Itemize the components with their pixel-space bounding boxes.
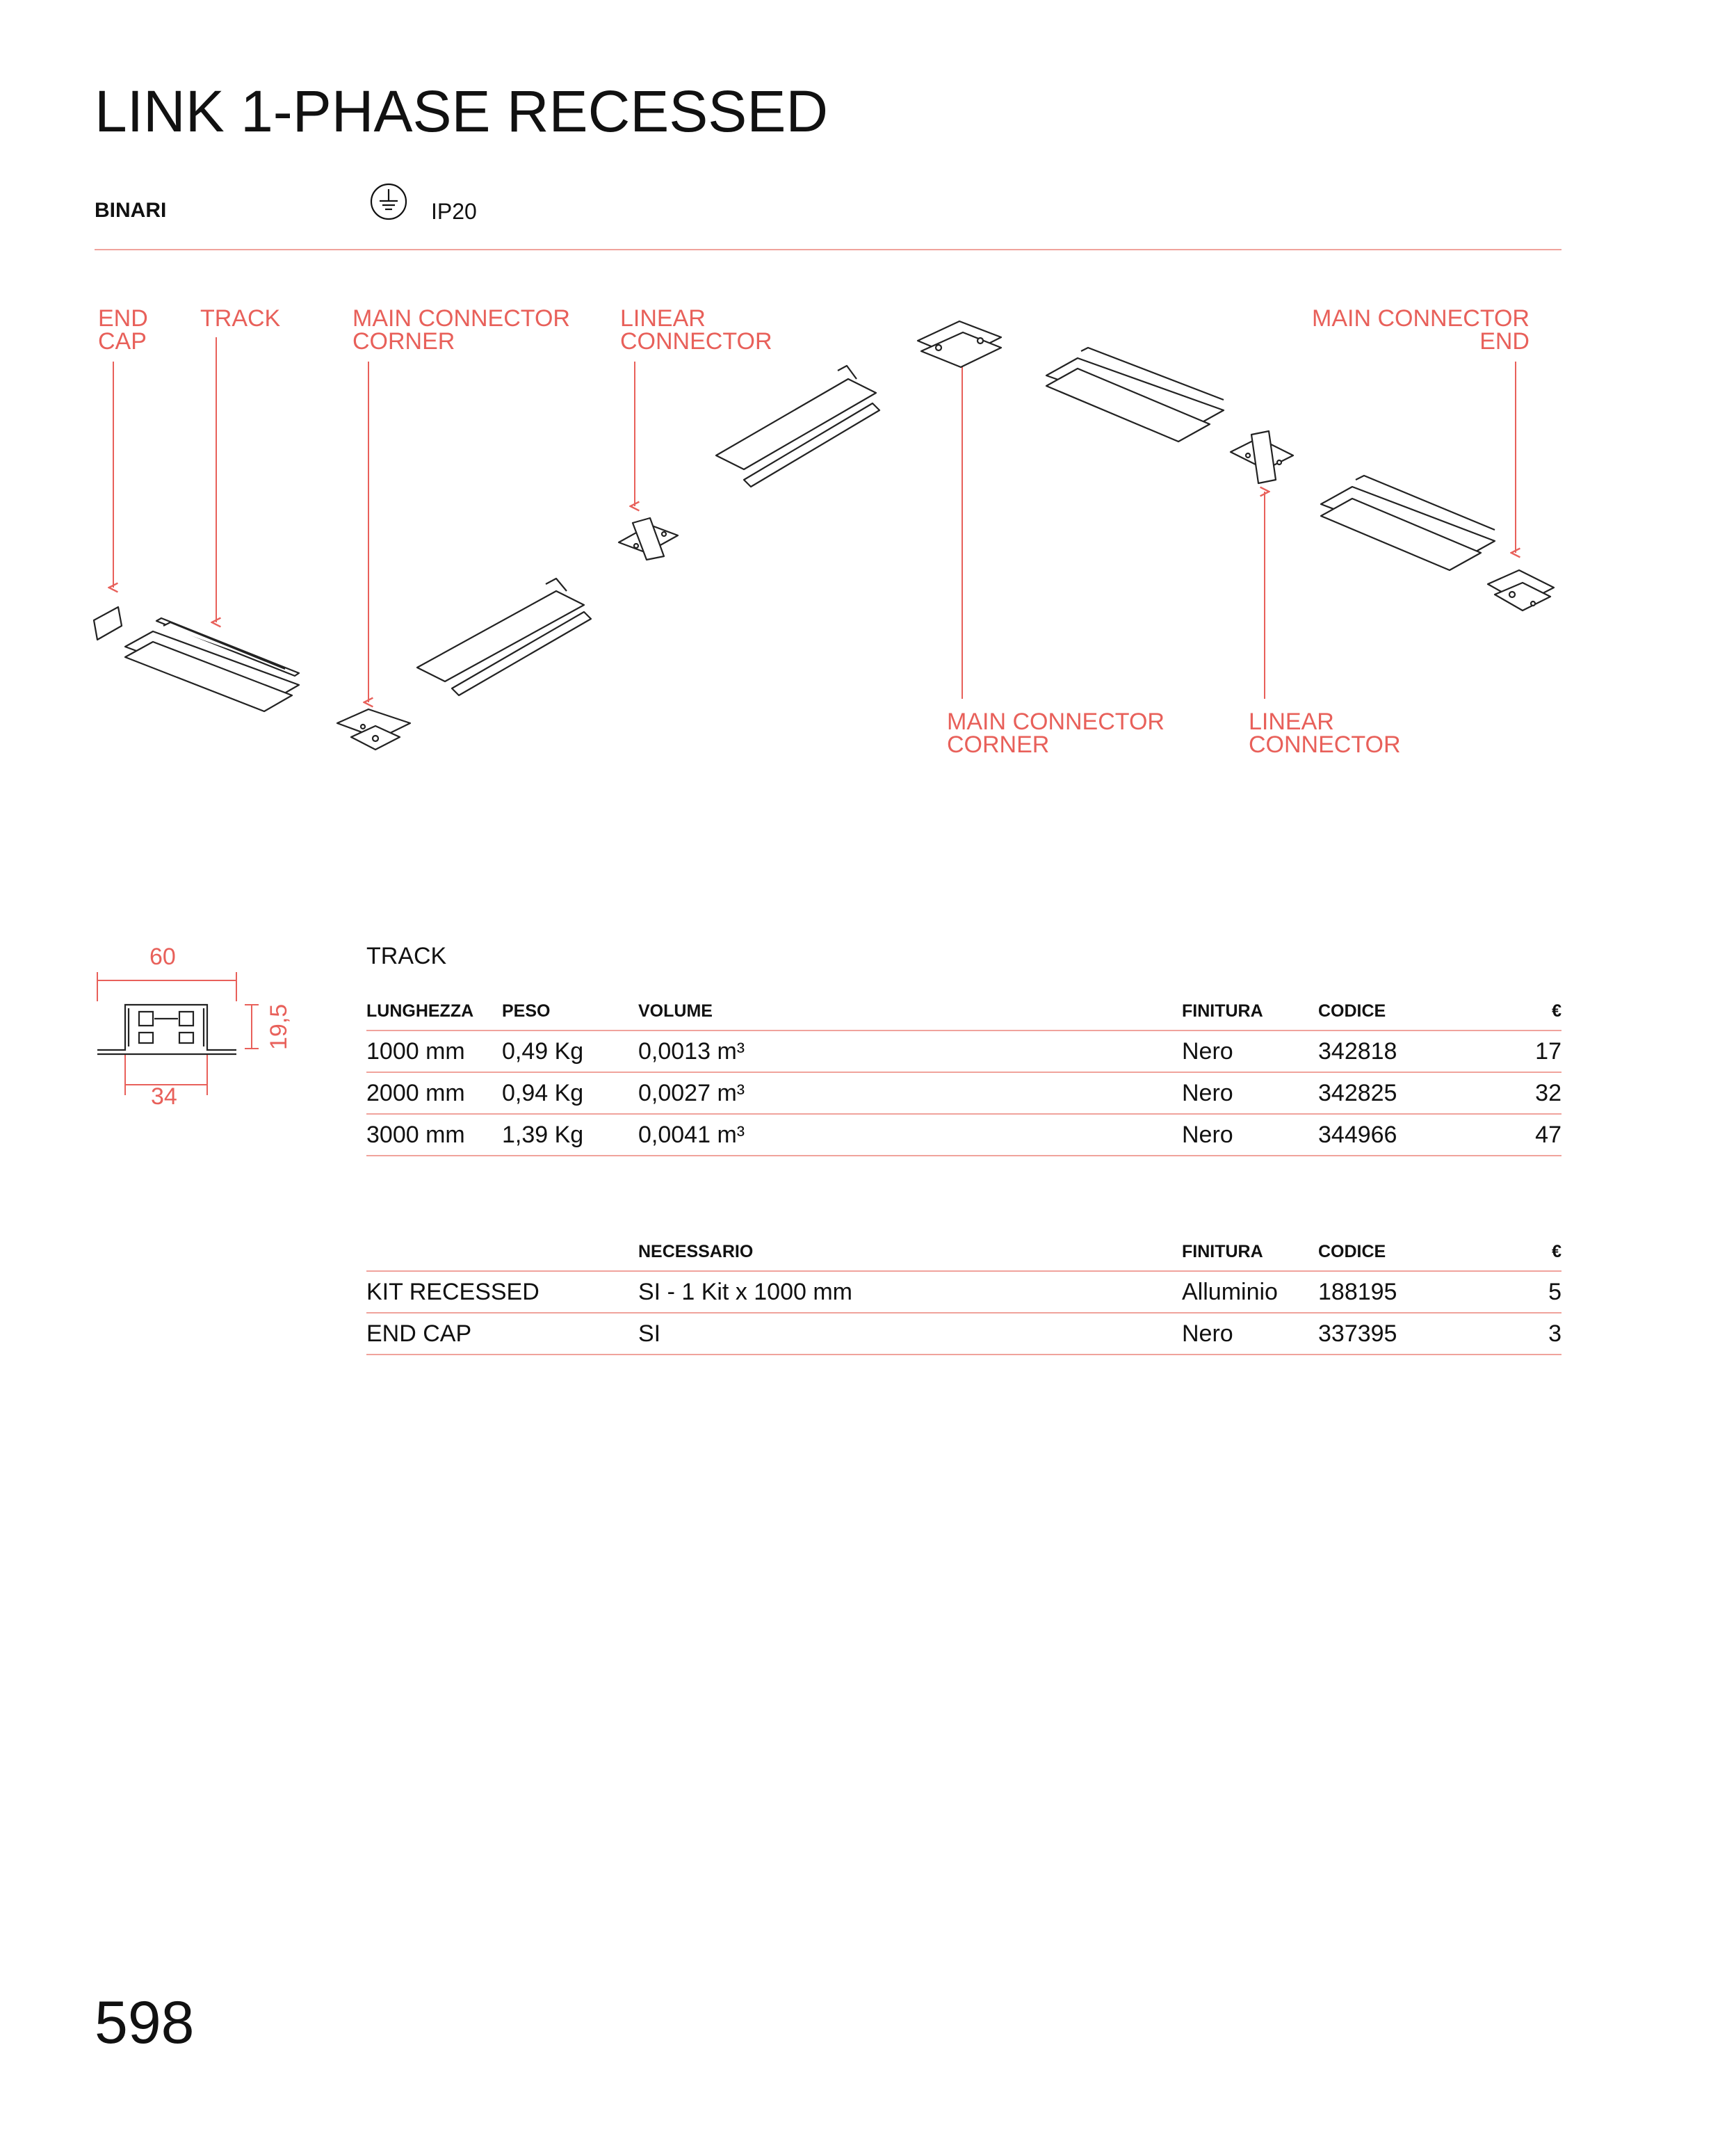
cell-required: SI [638, 1313, 1182, 1355]
cell-code: 188195 [1318, 1271, 1457, 1313]
label-linear-connector-1: LINEAR CONNECTOR [620, 305, 772, 355]
page-title: LINK 1-PHASE RECESSED [95, 79, 829, 144]
col-price: € [1552, 1001, 1561, 1021]
cell-item: END CAP [366, 1313, 638, 1355]
cell-volume: 0,0013 m³ [638, 1030, 1182, 1072]
cell-finish: Nero [1182, 1030, 1318, 1072]
col-codice: CODICE [1318, 1001, 1386, 1021]
cell-finish: Nero [1182, 1313, 1318, 1355]
cell-price: 32 [1457, 1072, 1561, 1114]
cell-price: 17 [1457, 1030, 1561, 1072]
cell-weight: 0,49 Kg [502, 1030, 638, 1072]
accessory-table [366, 1231, 1561, 1355]
col-lunghezza: LUNGHEZZA [366, 1001, 474, 1021]
dim-inner: 34 [151, 1083, 177, 1110]
part-linear-connector-1 [619, 518, 678, 560]
track-table-header [366, 990, 1561, 1030]
table-row [366, 1072, 1561, 1114]
cell-required: SI - 1 Kit x 1000 mm [638, 1271, 1182, 1313]
col-codice: CODICE [1318, 1242, 1386, 1261]
table-row [366, 1030, 1561, 1072]
ground-symbol-icon [369, 182, 408, 221]
cell-code: 337395 [1318, 1313, 1457, 1355]
dim-height: 19,5 [266, 1003, 292, 1050]
part-main-connector-end [1488, 570, 1554, 611]
col-peso: PESO [502, 1001, 551, 1021]
cell-price: 5 [1457, 1271, 1561, 1313]
cell-length: 1000 mm [366, 1030, 502, 1072]
cell-volume: 0,0041 m³ [638, 1114, 1182, 1156]
col-finitura: FINITURA [1182, 1242, 1263, 1261]
part-corner-connector-1 [337, 709, 410, 750]
label-main-connector-corner-1: MAIN CONNECTOR CORNER [352, 305, 570, 355]
label-main-connector-end: MAIN CONNECTOR END [1312, 305, 1530, 355]
exploded-diagram [0, 278, 1736, 807]
part-corner-connector-2 [918, 321, 1001, 367]
cell-finish: Nero [1182, 1072, 1318, 1114]
ip-rating: IP20 [431, 199, 477, 224]
label-main-connector-corner-2: MAIN CONNECTOR CORNER [947, 709, 1165, 758]
table-row [366, 1114, 1561, 1156]
cell-volume: 0,0027 m³ [638, 1072, 1182, 1114]
cell-code: 342825 [1318, 1072, 1457, 1114]
label-track: TRACK [200, 305, 281, 332]
cell-length: 3000 mm [366, 1114, 502, 1156]
track-table [366, 990, 1561, 1156]
cell-code: 344966 [1318, 1114, 1457, 1156]
table-row [366, 1313, 1561, 1355]
table-row [366, 1271, 1561, 1313]
col-finitura: FINITURA [1182, 1001, 1263, 1021]
cell-item: KIT RECESSED [366, 1271, 638, 1313]
header-divider [95, 249, 1561, 250]
label-end-cap: END CAP [98, 305, 148, 355]
cell-weight: 0,94 Kg [502, 1072, 638, 1114]
col-item [366, 1231, 638, 1271]
part-track-3 [716, 366, 879, 487]
col-necessario: NECESSARIO [638, 1242, 754, 1261]
cell-price: 3 [1457, 1313, 1561, 1355]
part-track-5 [1321, 476, 1495, 570]
label-linear-connector-2: LINEAR CONNECTOR [1249, 709, 1401, 758]
page-number: 598 [95, 1989, 195, 2056]
part-track-4 [1046, 348, 1224, 442]
cell-length: 2000 mm [366, 1072, 502, 1114]
part-linear-connector-2 [1231, 431, 1293, 483]
track-table-title: TRACK [366, 943, 447, 969]
part-track-2 [417, 579, 591, 695]
profile-outline [97, 1005, 236, 1054]
dim-width: 60 [149, 944, 176, 970]
part-track-1 [125, 618, 299, 711]
cell-weight: 1,39 Kg [502, 1114, 638, 1156]
category-label: BINARI [95, 199, 167, 222]
cell-price: 47 [1457, 1114, 1561, 1156]
col-volume: VOLUME [638, 1001, 713, 1021]
cell-finish: Nero [1182, 1114, 1318, 1156]
col-price: € [1552, 1242, 1561, 1261]
accessory-table-header [366, 1231, 1561, 1271]
cell-code: 342818 [1318, 1030, 1457, 1072]
part-end-cap [94, 607, 122, 640]
cell-finish: Alluminio [1182, 1271, 1318, 1313]
